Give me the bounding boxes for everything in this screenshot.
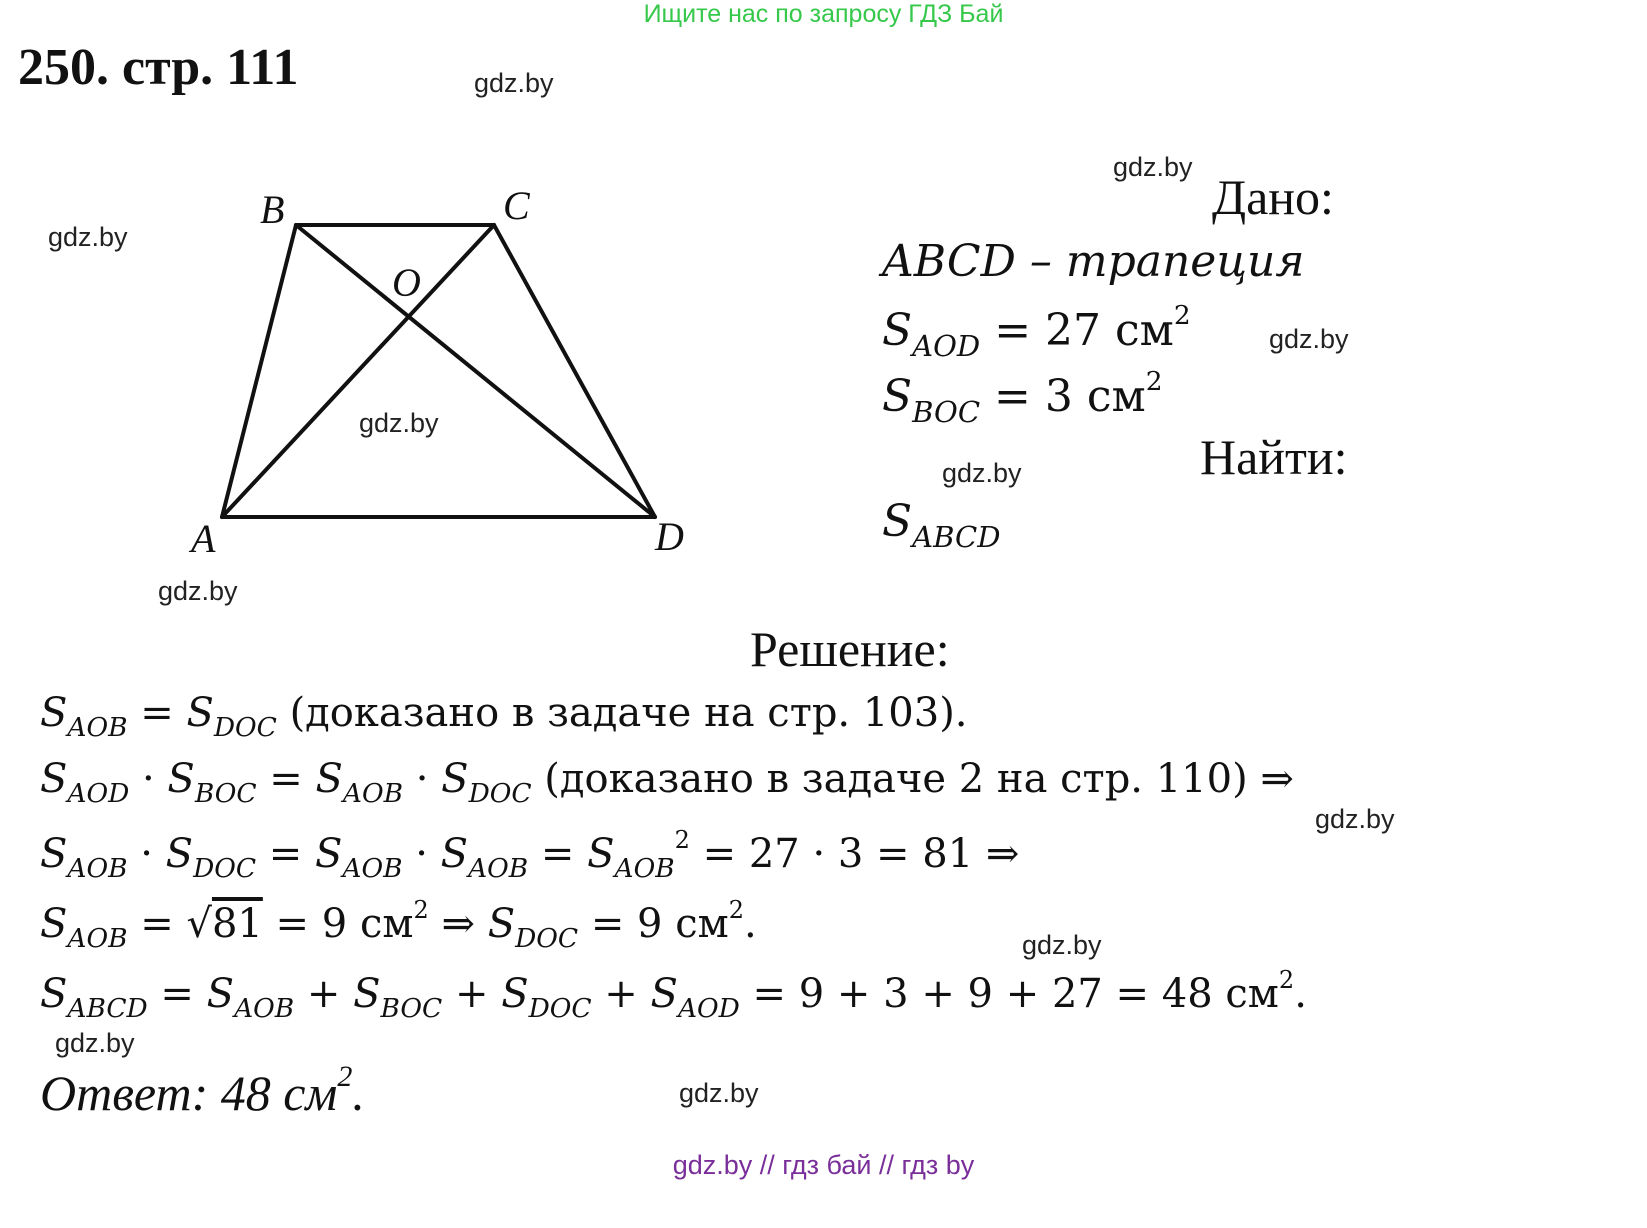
given-area-boc: $S_{BOC} = 3$ $см^2$ xyxy=(882,366,1163,430)
watermark: gdz.by xyxy=(359,408,439,438)
given-heading: Дано: xyxy=(1212,169,1334,225)
given-area-aod: $S_{AOD} = 27$ $см^2$ xyxy=(882,300,1191,364)
vertex-label-c: C xyxy=(503,183,530,228)
search-banner: Ищите нас по запросу ГДЗ Бай xyxy=(643,0,1004,28)
watermark: gdz.by xyxy=(55,1028,135,1058)
vertex-label-d: D xyxy=(655,514,684,559)
footer-links: gdz.by // гдз бай // гдз by xyxy=(672,1150,975,1180)
vertex-label-b: B xyxy=(260,187,285,232)
watermark: gdz.by xyxy=(474,68,554,98)
watermark: gdz.by xyxy=(679,1078,759,1108)
solution-line-1: $S_{AOB} = S_{DOC}$ (доказано в задаче на стр. 103). xyxy=(40,690,968,744)
given-trapezoid xyxy=(882,236,1305,287)
watermark: gdz.by xyxy=(48,222,128,252)
solution-line-2: $S_{AOD} \cdot S_{BOC} = S_{AOB} \cdot S_{DOC}$ (доказано в задаче 2 на стр. 110) ⇒ xyxy=(40,756,1294,810)
solution-line-4: $S_{AOB} = √81 = 9$ $см^2$ ⇒ $S_{DOC} = 9$ $см^2$. xyxy=(40,896,757,955)
find-heading: Найти: xyxy=(1200,429,1348,485)
watermark: gdz.by xyxy=(1113,152,1193,182)
watermark: gdz.by xyxy=(1269,324,1349,354)
given-line1: ABCD – трапеция xyxy=(882,236,1305,287)
trapezoid-figure xyxy=(0,0,760,620)
watermark: gdz.by xyxy=(942,458,1022,488)
watermark: gdz.by xyxy=(158,576,238,606)
diagonal-ac xyxy=(222,225,494,517)
watermark: gdz.by xyxy=(1315,804,1395,834)
solution-heading: Решение: xyxy=(750,621,950,677)
watermark: gdz.by xyxy=(1022,930,1102,960)
find-target: $S_{ABCD}$ xyxy=(882,496,1001,555)
answer: Ответ: 48 $см^2$. xyxy=(40,1060,365,1121)
side-cd xyxy=(494,225,655,517)
side-ab xyxy=(222,225,296,517)
solution-line-3: $S_{AOB} \cdot S_{DOC} = S_{AOB} \cdot S_{AOB} = S_{AOB}^2 = 27 \cdot 3 = 81$ ⇒ xyxy=(40,826,1020,885)
solution-line-5: $S_{ABCD} = S_{AOB} + S_{BOC} + S_{DOC} + S_{AOD} = 9 + 3 + 9 + 27 = 48$ $см^2$. xyxy=(40,966,1307,1025)
exercise-title: 250. стр. 111 xyxy=(18,39,299,96)
vertex-label-a: A xyxy=(191,516,216,561)
vertex-label-o: O xyxy=(392,260,421,305)
diagonal-bd xyxy=(296,225,655,517)
